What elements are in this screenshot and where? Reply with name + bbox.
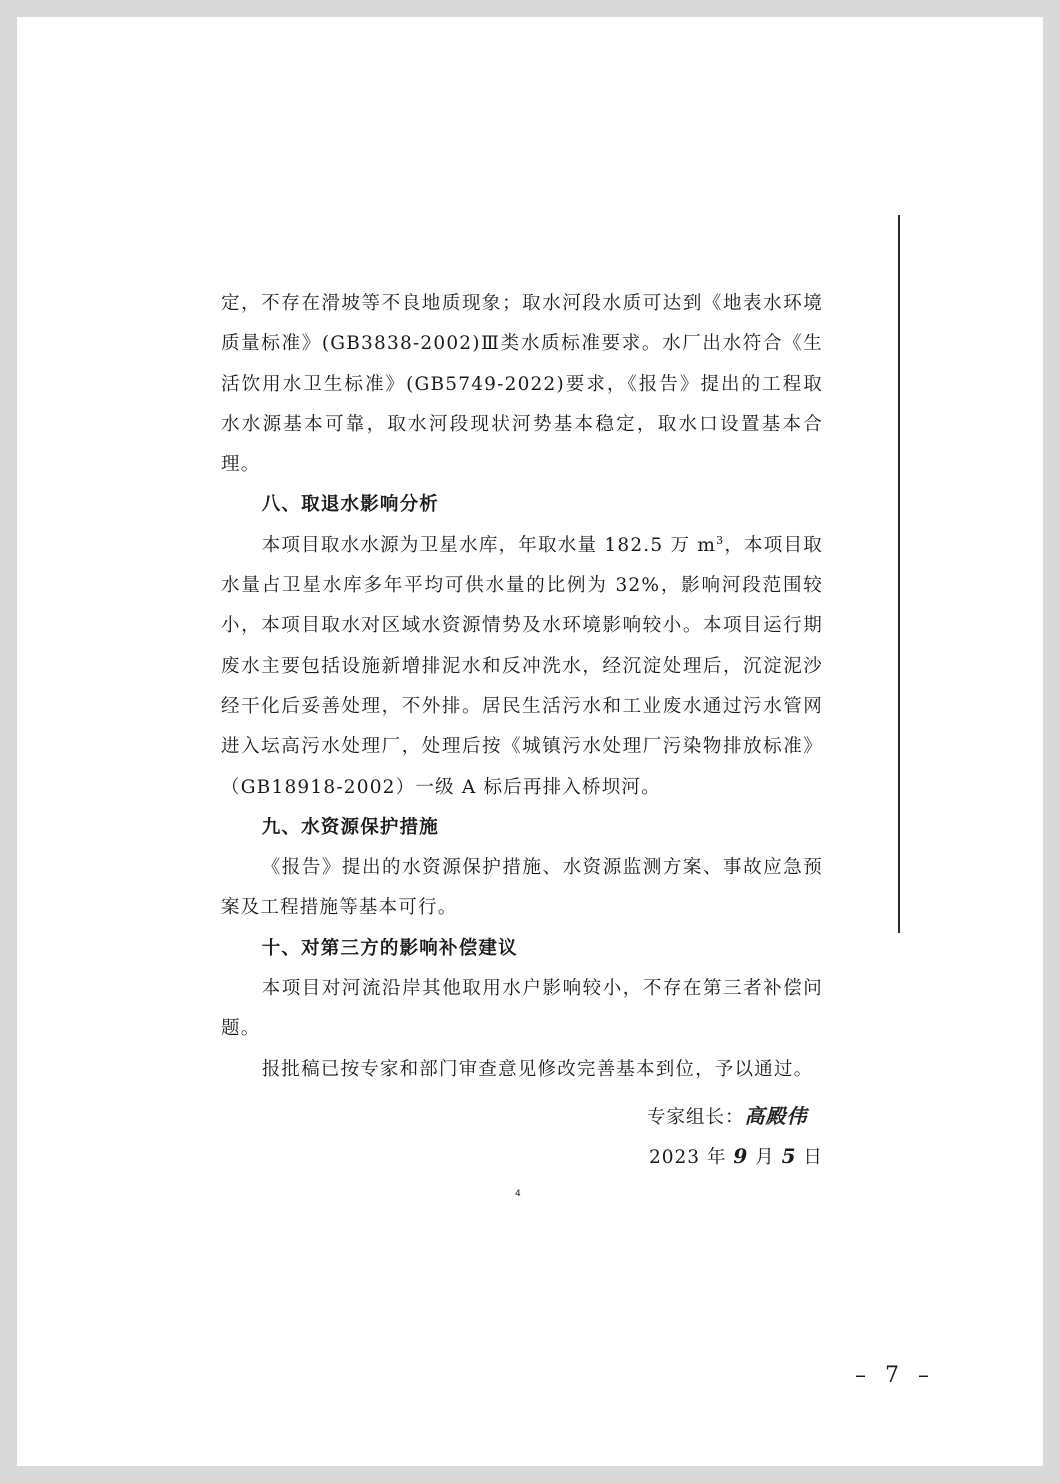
page-number: – 7 – bbox=[855, 1363, 935, 1388]
section-heading-9: 九、水资源保护措施 bbox=[261, 816, 439, 838]
date-year: 2023 bbox=[649, 1147, 701, 1168]
paragraph-text: 本项目取水水源为卫星水库，年取水量 182.5 万 m bbox=[261, 534, 717, 556]
signature-line bbox=[647, 1097, 808, 1137]
section-heading-8: 八、取退水影响分析 bbox=[261, 494, 439, 516]
date-day-unit: 日 bbox=[803, 1147, 823, 1168]
superscript: 3 bbox=[716, 533, 725, 547]
paragraph-third-party: 本项目对河流沿岸其他取用水户影响较小，不存在第三者补偿问题。 bbox=[221, 978, 823, 1040]
date-day: 5 bbox=[781, 1144, 797, 1168]
inner-page-number: 4 bbox=[515, 1189, 521, 1199]
document-page bbox=[17, 17, 1043, 1466]
scan-edge-line bbox=[898, 215, 900, 933]
body-text bbox=[221, 284, 823, 1090]
paragraph-text: ，本项目取水量占卫星水库多年平均可供水量的比例为 32%，影响河段范围较小，本项目取水对区域水资源情势及水环境影响较小。本项目运行期废水主要包括设施新增排泥水和反冲洗水，经沉淀处理后，沉淀泥沙经干化后妥善处理，不外排。居民生活污水和工业废水通过污水管网进入坛高污水处理厂，处理后按《城镇污水处理厂污染物排放标准》（GB18918-2002）一级 A 标后再排入桥坝河。 bbox=[221, 534, 823, 798]
date-month: 9 bbox=[733, 1144, 749, 1168]
paragraph-approval: 报批稿已按专家和部门审查意见修改完善基本到位，予以通过。 bbox=[261, 1058, 814, 1080]
paragraph-water-impact bbox=[221, 526, 823, 808]
handwritten-signature: 高殿伟 bbox=[744, 1104, 808, 1128]
paragraph-protection: 《报告》提出的水资源保护措施、水资源监测方案、事故应急预案及工程措施等基本可行。 bbox=[221, 857, 823, 919]
paragraph-continuation: 定，不存在滑坡等不良地质现象；取水河段水质可达到《地表水环境质量标准》(GB3838-2002)Ⅲ类水质标准要求。水厂出水符合《生活饮用水卫生标准》(GB5749-2022)要求，《报告》提出的工程取水水源基本可靠，取水河段现状河势基本稳定，取水口设置基本合理。 bbox=[221, 293, 823, 476]
signature-label: 专家组长： bbox=[647, 1107, 745, 1128]
date-line bbox=[649, 1137, 823, 1177]
date-year-unit: 年 bbox=[706, 1147, 727, 1168]
section-heading-10: 十、对第三方的影响补偿建议 bbox=[261, 937, 518, 959]
date-month-unit: 月 bbox=[755, 1147, 775, 1168]
